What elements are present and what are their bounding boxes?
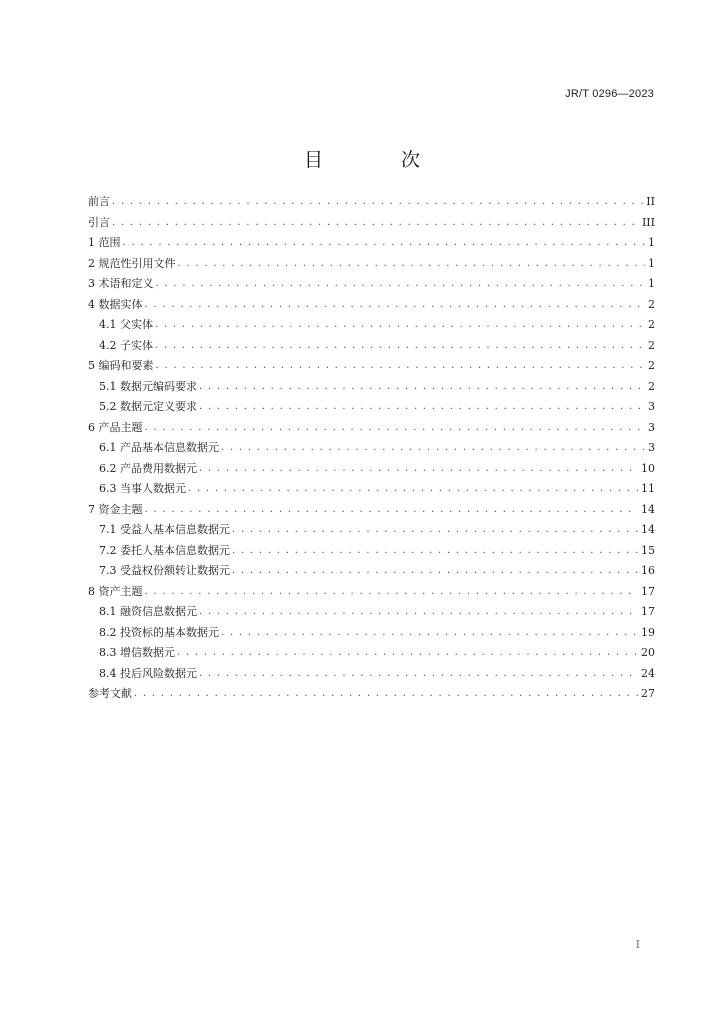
toc-entry-label: 4.2 子实体 [99,338,153,352]
toc-entry-label: 7.3 受益权份额转让数据元 [99,564,230,578]
toc-entry[interactable] [88,643,655,664]
toc-entry-label: 8 资产主题 [88,584,143,598]
toc-entry[interactable] [88,274,655,295]
toc-entry-page: 11 [641,482,655,496]
toc-entry[interactable] [88,377,655,398]
toc-entry-page: 10 [641,461,655,475]
toc-entry[interactable] [88,459,655,480]
toc-dot-leader [199,397,645,417]
toc-dot-leader [199,459,638,479]
toc-entry[interactable] [88,397,655,418]
toc-entry[interactable] [88,623,655,644]
toc-entry-label: 1 范围 [88,236,121,250]
document-code: JR/T 0296—2023 [565,88,654,100]
toc-entry[interactable] [88,295,655,316]
toc-dot-leader [232,561,638,581]
page-number: I [635,938,640,951]
toc-entry[interactable] [88,664,655,685]
toc-title: 目 次 [303,149,457,171]
toc-entry-label: 6.3 当事人数据元 [99,482,186,496]
toc-entry[interactable] [88,684,655,705]
toc-dot-leader [155,336,645,356]
toc-entry-page: III [641,215,655,229]
toc-entry[interactable] [88,438,655,459]
toc-entry-page: 2 [648,359,655,373]
toc-entry[interactable] [88,520,655,541]
toc-entry-label: 6 产品主题 [88,420,143,434]
toc-entry-label: 8.2 投资标的基本数据元 [99,625,219,639]
toc-entry-page: 24 [641,666,655,680]
toc-entry-label: 6.1 产品基本信息数据元 [99,441,219,455]
toc-entry-page: 3 [648,400,655,414]
toc-entry-label: 7.1 受益人基本信息数据元 [99,523,230,537]
toc-entry[interactable] [88,356,655,377]
toc-entry-label: 8.4 投后风险数据元 [99,666,197,680]
toc-entry-page: 14 [641,502,655,516]
toc-entry[interactable] [88,233,655,254]
toc-entry[interactable] [88,213,655,234]
table-of-contents [88,192,655,705]
toc-entry-label: 2 规范性引用文件 [88,256,176,270]
toc-entry-page: 27 [641,687,655,701]
toc-dot-leader [199,664,638,684]
toc-entry[interactable] [88,500,655,521]
toc-entry-page: 2 [648,379,655,393]
toc-dot-leader [177,643,638,663]
toc-entry-label: 前言 [88,195,110,209]
toc-dot-leader [145,418,646,438]
toc-entry-label: 引言 [88,215,110,229]
toc-entry[interactable] [88,418,655,439]
toc-entry-page: 3 [648,441,655,455]
toc-entry-label: 7.2 委托人基本信息数据元 [99,543,230,557]
toc-dot-leader [155,315,645,335]
toc-entry[interactable] [88,192,655,213]
toc-entry-label: 8.1 融资信息数据元 [99,605,197,619]
toc-dot-leader [221,438,645,458]
toc-entry-page: 16 [641,564,655,578]
toc-entry-page: 17 [641,605,655,619]
toc-dot-leader [232,520,638,540]
toc-entry[interactable] [88,254,655,275]
toc-entry-label: 4 数据实体 [88,297,143,311]
toc-dot-leader [178,254,646,274]
toc-entry[interactable] [88,602,655,623]
toc-dot-leader [156,356,646,376]
toc-dot-leader [145,500,639,520]
toc-dot-leader [123,233,646,253]
toc-dot-leader [145,582,639,602]
toc-entry-page: 20 [641,646,655,660]
toc-dot-leader [112,192,643,212]
toc-entry[interactable] [88,561,655,582]
toc-dot-leader [188,479,638,499]
toc-dot-leader [221,623,638,643]
toc-dot-leader [134,684,638,704]
toc-entry-page: 1 [648,277,655,291]
toc-entry-label: 参考文献 [88,687,132,701]
toc-entry[interactable] [88,541,655,562]
toc-entry-page: 2 [648,338,655,352]
toc-entry[interactable] [88,315,655,336]
toc-entry[interactable] [88,336,655,357]
toc-entry-label: 5 编码和要素 [88,359,154,373]
toc-entry-label: 7 资金主题 [88,502,143,516]
toc-entry[interactable] [88,582,655,603]
toc-entry-label: 6.2 产品费用数据元 [99,461,197,475]
toc-entry-page: 1 [648,236,655,250]
toc-entry-label: 5.1 数据元编码要求 [99,379,197,393]
toc-entry-page: 1 [648,256,655,270]
toc-entry-page: 2 [648,297,655,311]
toc-entry-page: 15 [641,543,655,557]
toc-entry-page: 17 [641,584,655,598]
toc-dot-leader [112,213,639,233]
toc-entry-label: 3 术语和定义 [88,277,154,291]
toc-dot-leader [156,274,646,294]
toc-entry-page: 2 [648,318,655,332]
toc-entry-page: 19 [641,625,655,639]
toc-dot-leader [199,377,645,397]
toc-dot-leader [145,295,646,315]
toc-entry[interactable] [88,479,655,500]
toc-entry-label: 5.2 数据元定义要求 [99,400,197,414]
toc-dot-leader [199,602,638,622]
toc-entry-label: 8.3 增信数据元 [99,646,175,660]
toc-dot-leader [232,541,638,561]
toc-entry-page: 3 [648,420,655,434]
toc-entry-label: 4.1 父实体 [99,318,153,332]
toc-entry-page: 14 [641,523,655,537]
toc-entry-page: II [646,195,655,209]
